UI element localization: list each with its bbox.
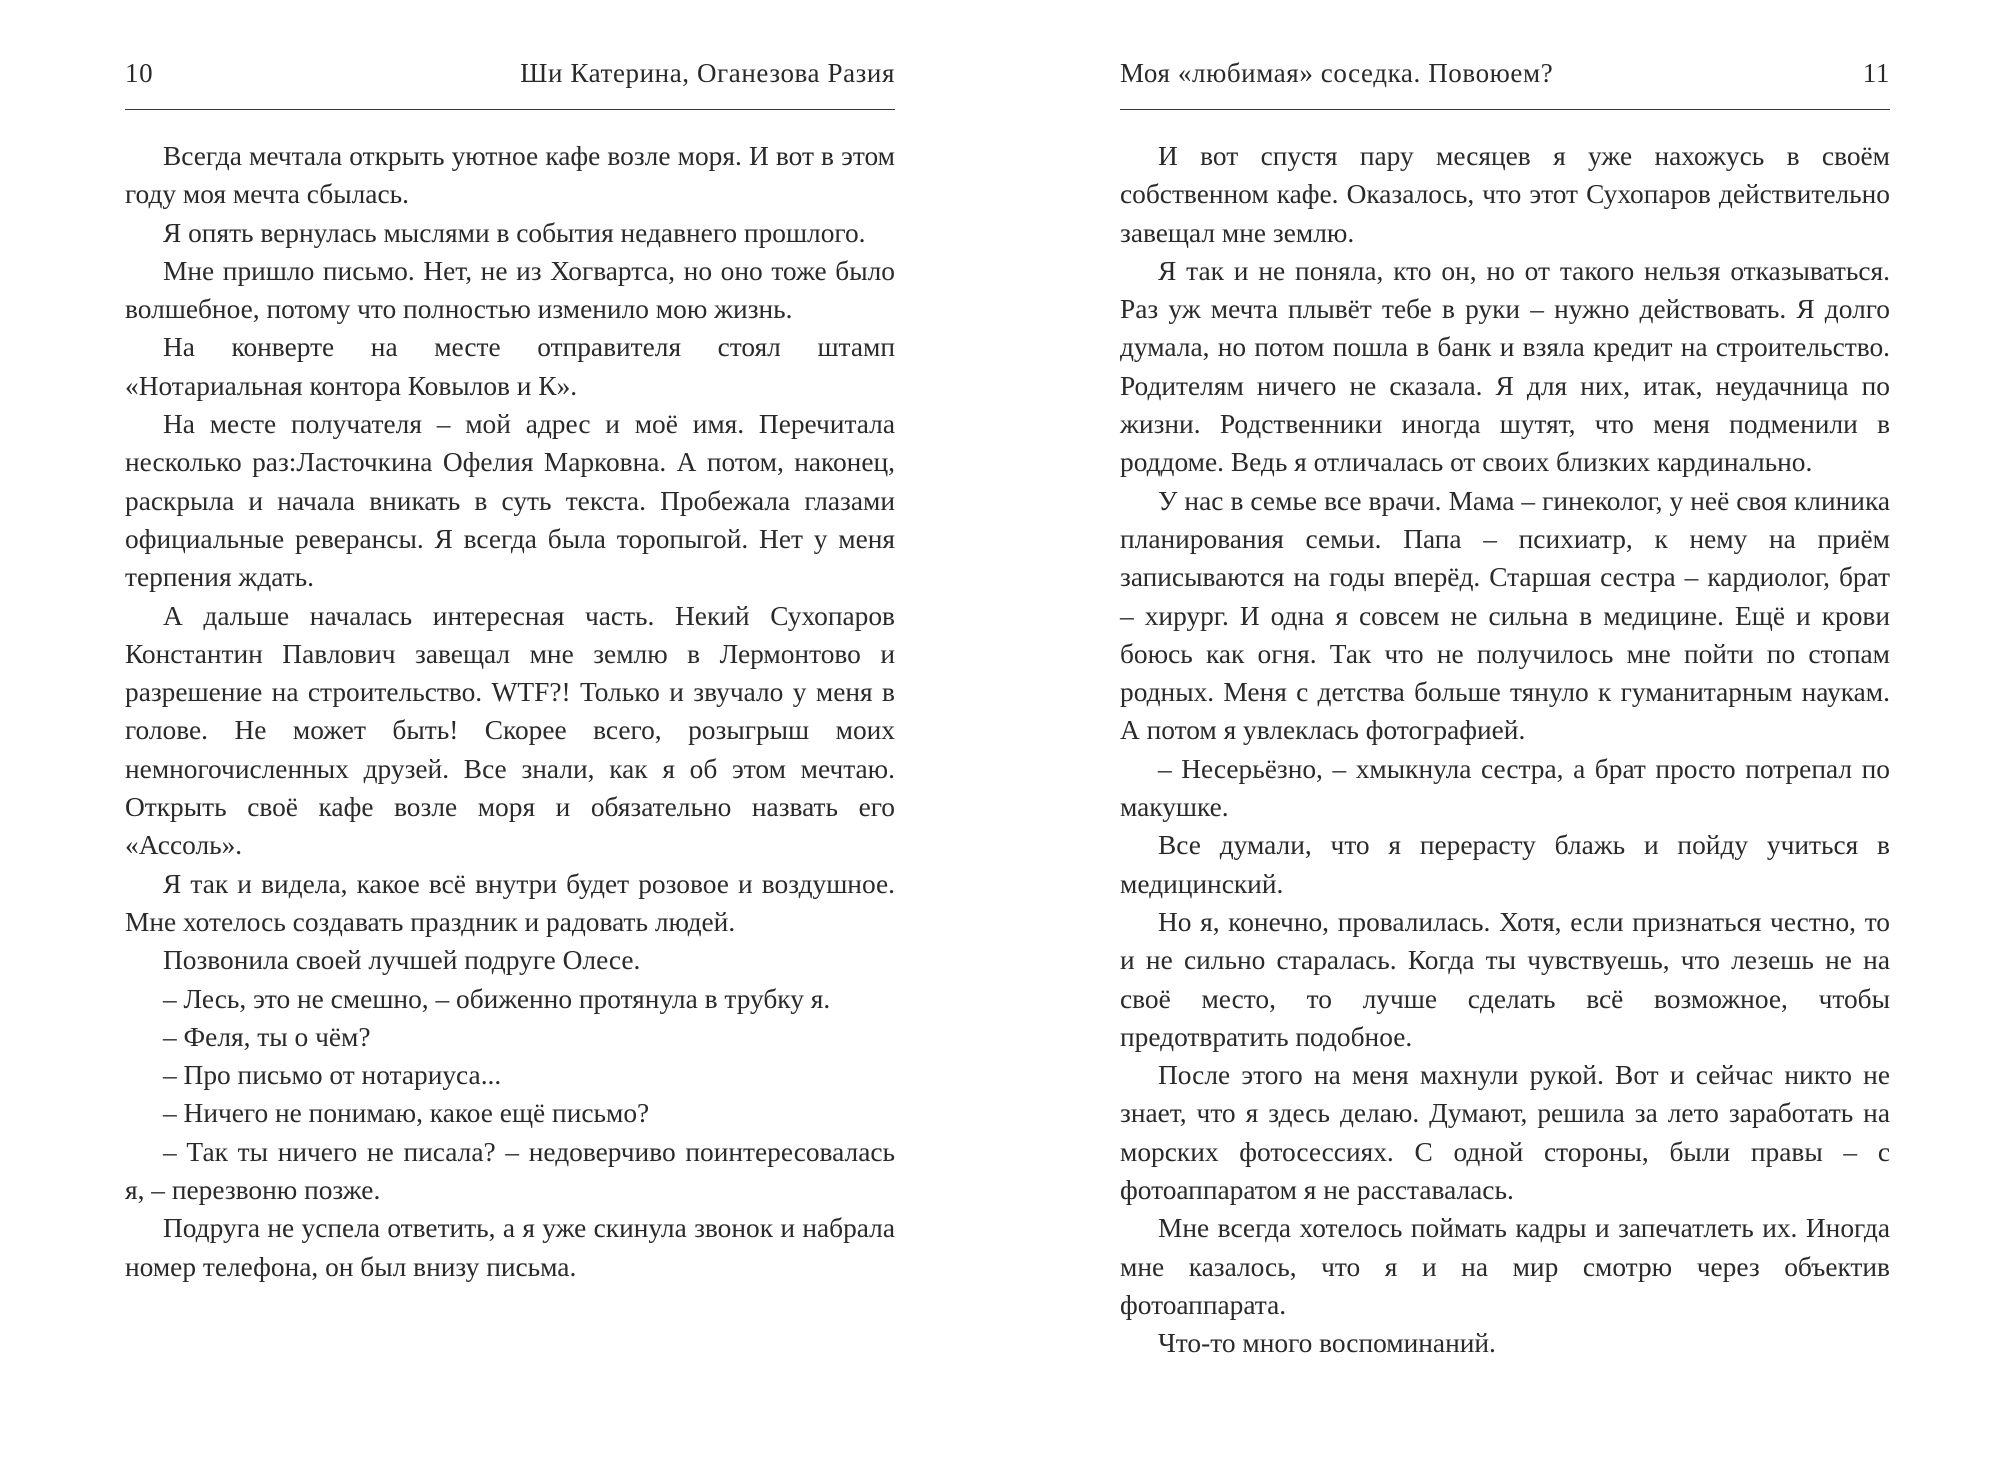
paragraph: На месте получателя – мой адрес и моё имя. Перечитала несколько раз:Ласточкина Офелия Марковна. А потом, наконец, раскрыла и начала вникать в суть текста. Пробежала глазами официальные реверансы. Я всегда была торопыгой. Нет у меня терпения ждать. [125,409,895,593]
left-body-text [125,137,895,1286]
left-page-number: 10 [125,58,154,88]
paragraph: Мне всегда хотелось поймать кадры и запечатлеть их. Иногда мне казалось, что я и на мир смотрю через объектив фотоаппарата. [1120,1213,1890,1320]
paragraph: А дальше началась интересная часть. Некий Сухопаров Константин Павлович завещал мне землю в Лермонтово и разрешение на строительство. WTF?! Только и звучало у меня в голове. Не может быть! Скорее всего, розыгрыш моих немногочисленных друзей. Все знали, как я об этом мечтаю. Открыть своё кафе возле моря и обязательно назвать его «Ассоль». [125,600,895,861]
paragraph: Но я, конечно, провалилась. Хотя, если признаться честно, то и не сильно старалась. Когда ты чувствуешь, что лезешь не на своё место, то лучше сделать всё возможное, чтобы предотвратить подобное. [1120,906,1890,1052]
right-running-head [1120,58,1890,98]
paragraph: Позвонила своей лучшей подруге Олесе. [163,945,641,976]
paragraph: У нас в семье все врачи. Мама – гинеколог, у неё своя клиника планирования семьи. Папа – психиатр, к нему на приём записываются на годы вперёд. Старшая сестра – кардиолог, брат – хирург. И одна я совсем не сильна в медицине. Ещё и крови боюсь как огня. Так что не получилось мне пойти по стопам родных. Меня с детства больше тянуло к гуманитарным наукам. А потом я увлеклась фотографией. [1120,485,1890,746]
dialogue-line: – Несерьёзно, – хмыкнула сестра, а брат просто потрепал по макушке. [1120,753,1890,823]
right-body-text [1120,137,1890,1363]
paragraph: Все думали, что я перерасту блажь и пойду учиться в медицинский. [1120,830,1890,899]
paragraph: И вот спустя пару месяцев я уже нахожусь в своём собственном кафе. Оказалось, что этот Сухопаров действительно завещал мне землю. [1120,141,1890,248]
dialogue-line: – Про письмо от нотариуса... [163,1060,502,1091]
paragraph: Подруга не успела ответить, а я уже скинула звонок и набрала номер телефона, он был внизу письма. [125,1213,895,1282]
dialogue-line: – Феля, ты о чём? [163,1021,371,1052]
right-running-title: Моя «любимая» соседка. Повоюем? [1120,58,1554,88]
paragraph: Я так и видела, какое всё внутри будет розовое и воздушное. Мне хотелось создавать праздник и радовать людей. [125,868,895,937]
left-header-rule [125,109,895,110]
paragraph: Всегда мечтала открыть уютное кафе возле моря. И вот в этом году моя мечта сбылась. [125,141,895,210]
paragraph: Что-то много воспоминаний. [1158,1328,1496,1359]
paragraph: Я опять вернулась мыслями в события недавнего прошлого. [163,217,866,248]
paragraph: После этого на меня махнули рукой. Вот и сейчас никто не знает, что я здесь делаю. Думают, решила за лето заработать на морских фотосессиях. С одной стороны, были правы – с фотоаппаратом я не расставалась. [1120,1060,1890,1206]
dialogue-line: – Так ты ничего не писала? – недоверчиво поинтересовалась я, – перезвоню позже. [125,1136,895,1206]
right-header-rule [1120,109,1890,110]
paragraph: Я так и не поняла, кто он, но от такого нельзя отказываться. Раз уж мечта плывёт тебе в руки – нужно действовать. Я долго думала, но потом пошла в банк и взяла кредит на строительство. Родителям ничего не сказала. Я для них, итак, неудачница по жизни. Родственники иногда шутят, что меня подменили в роддоме. Ведь я отличалась от своих близких кардинально. [1120,255,1890,478]
dialogue-line: – Ничего не понимаю, какое ещё письмо? [163,1098,650,1129]
paragraph: Мне пришло письмо. Нет, не из Хогвартса, но оно тоже было волшебное, потому что полностью изменило мою жизнь. [125,255,895,325]
paragraph: На конверте на месте отправителя стоял штамп «Нотариальная контора Ковылов и К». [125,332,895,401]
dialogue-line: – Лесь, это не смешно, – обиженно протянула в трубку я. [163,983,831,1014]
right-page [1120,0,1890,1470]
right-page-number: 11 [1862,58,1890,88]
left-running-title: Ши Катерина, Оганезова Разия [520,58,895,88]
left-running-head [125,58,895,98]
left-page [125,0,895,1470]
